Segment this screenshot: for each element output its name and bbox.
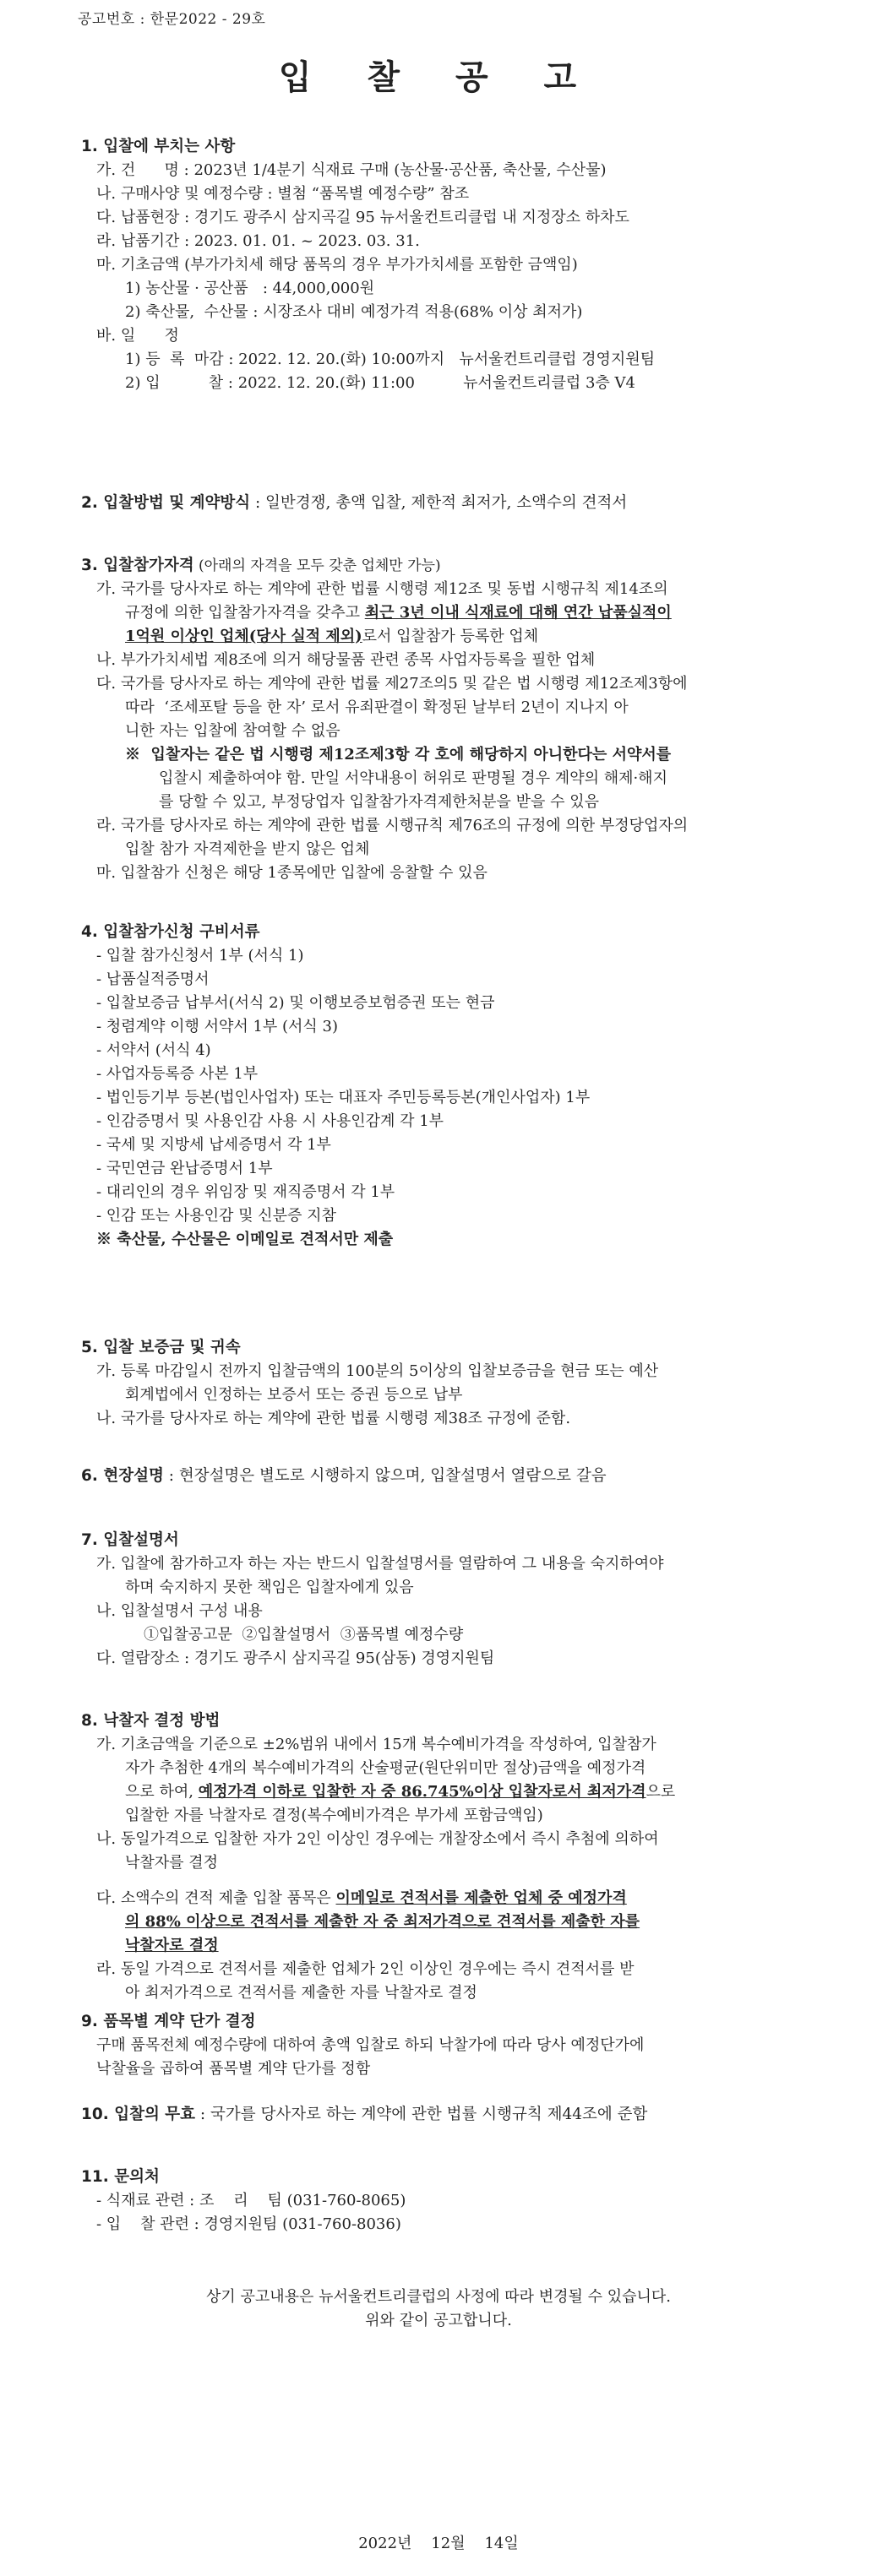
s7-item-ga-line1: 가. 입찰에 참가하고자 하는 자는 반드시 입찰설명서를 열람하여 그 내용을 숙지하여야 [96, 1555, 664, 1573]
section-10 [81, 2103, 808, 2127]
s7-item-na-contents: ①입찰공고문 ②입찰설명서 ③품목별 예정수량 [144, 1626, 464, 1644]
s8-da-text: 다. 소액수의 견적 제출 입찰 품목은 [96, 1889, 336, 1907]
s8-item-ga-line3 [81, 1780, 808, 1804]
s1-item-ra: 라. 납품기간 : 2023. 01. 01. ~ 2023. 03. 31. [96, 232, 420, 250]
section-8-heading: 8. 낙찰자 결정 방법 [81, 1712, 221, 1730]
section-2 [81, 492, 808, 515]
s8-item-na-line1: 나. 동일가격으로 입찰한 자가 2인 이상인 경우에는 개찰장소에서 즉시 추첨에 의하여 [96, 1830, 659, 1848]
s9-line1: 구매 품목전체 예정수량에 대하여 총액 입찰로 하되 낙찰가에 따라 당사 예정단가에 [96, 2036, 645, 2054]
list-item: - 입찰 참가신청서 1부 (서식 1) [96, 947, 304, 965]
list-item: - 입찰보증금 납부서(서식 2) 및 이행보증보험증권 또는 현금 [96, 994, 495, 1012]
s8-item-ga-line1: 가. 기초금액을 기준으로 ±2%범위 내에서 15개 복수예비가격을 작성하여, 입찰참가 [96, 1736, 656, 1753]
s3-ga-text: 규정에 의한 입찰참가자격을 갖추고 [125, 604, 365, 622]
list-item: - 국민연금 완납증명서 1부 [96, 1160, 273, 1177]
s3-item-ga-line2 [81, 601, 808, 625]
section-3 [81, 554, 808, 885]
list-item: - 인감 또는 사용인감 및 신분증 지참 [96, 1207, 336, 1225]
section-6-text: : 현장설명은 별도로 시행하지 않으며, 입찰설명서 열람으로 갈음 [163, 1467, 607, 1485]
section-2-title: 2. 입찰방법 및 계약방식 [81, 494, 251, 512]
section-2-heading [81, 492, 808, 515]
s3-note-line1: ※ 입찰자는 같은 법 시행령 제12조제3항 각 호에 해당하지 아니한다는 서약서를 [125, 746, 672, 764]
s1-item-ma-2: 2) 축산물, 수산물 : 시장조사 대비 예정가격 적용(68% 이상 최저가) [125, 303, 583, 321]
list-item: - 서약서 (서식 4) [96, 1041, 211, 1059]
closing-line1: 상기 공고내용은 뉴서울컨트리클럽의 사정에 따라 변경될 수 있습니다. [205, 2288, 672, 2306]
s1-item-na: 나. 구매사양 및 예정수량 : 별첨 “품목별 예정수량” 참조 [96, 185, 470, 203]
list-item: - 납품실적증명서 [96, 970, 210, 988]
s3-item-ma: 마. 입찰참가 신청은 해당 1종목에만 입찰에 응찰할 수 있음 [96, 864, 488, 882]
notice-date [0, 2532, 877, 2556]
section-5-heading: 5. 입찰 보증금 및 귀속 [81, 1339, 241, 1356]
s8-item-ra-line2: 아 최저가격으로 견적서를 제출한 자를 낙찰자로 결정 [125, 1984, 477, 2002]
s8-item-ga-line2: 자가 추첨한 4개의 복수예비가격의 산술평균(원단위미만 절상)금액을 예정가격 [125, 1759, 646, 1777]
s3-item-na: 나. 부가가치세법 제8조에 의거 해당물품 관련 종목 사업자등록을 필한 업체 [96, 651, 596, 669]
s1-item-ma-1: 1) 농산물 · 공산품 : 44,000,000원 [125, 280, 375, 297]
section-3-heading [81, 554, 808, 578]
s3-item-ra-line1: 라. 국가를 당사자로 하는 계약에 관한 법률 시행규칙 제76조의 규정에 의한 부정당업자의 [96, 817, 689, 834]
section-5 [81, 1336, 808, 1431]
s9-line2: 낙찰율을 곱하여 품목별 계약 단가를 정함 [96, 2060, 371, 2078]
s1-item-ma: 마. 기초금액 (부가가치세 해당 품목의 경우 부가가치세를 포함한 금액임) [96, 256, 578, 274]
s7-item-ga-line2: 하며 숙지하지 못한 책임은 입찰자에게 있음 [125, 1579, 414, 1596]
s1-item-ba-1: 1) 등 록 마감 : 2022. 12. 20.(화) 10:00까지 뉴서울컨트리클럽 경영지원팀 [125, 351, 656, 368]
s8-ga-emphasis: 예정가격 이하로 입찰한 자 중 86.745%이상 입찰자로서 최저가격 [198, 1783, 646, 1801]
s8-item-na-line2: 낙찰자를 결정 [125, 1854, 219, 1872]
page-title: 입 찰 공 고 [278, 58, 599, 97]
section-2-text: : 일반경쟁, 총액 입찰, 제한적 최저가, 소액수의 견적서 [250, 494, 628, 512]
list-item: - 사업자등록증 사본 1부 [96, 1065, 259, 1083]
list-item: - 인감증명서 및 사용인감 사용 시 사용인감계 각 1부 [96, 1112, 444, 1130]
list-item: - 청렴계약 이행 서약서 1부 (서식 3) [96, 1018, 339, 1035]
s5-item-na: 나. 국가를 당사자로 하는 계약에 관한 법률 시행령 제38조 규정에 준함. [96, 1410, 571, 1427]
section-8 [81, 1709, 808, 2005]
s8-item-ga-line4: 입찰한 자를 낙찰자로 결정(복수예비가격은 부가세 포함금액임) [125, 1807, 543, 1824]
s1-item-da: 다. 납품현장 : 경기도 광주시 삼지곡길 95 뉴서울컨트리클럽 내 지정장소 하차도 [96, 209, 629, 226]
s3-item-da-line3: 니한 자는 입찰에 참여할 수 없음 [125, 722, 340, 740]
notice-number: 공고번호 : 한문2022 - 29호 [78, 11, 266, 28]
s3-item-ga-line3 [81, 625, 808, 649]
s3-item-ra-line2: 입찰 참가 자격제한을 받지 않은 업체 [125, 840, 370, 858]
s3-note-line2: 입찰시 제출하여야 함. 만일 서약내용이 허위로 판명될 경우 계약의 해제·해지 [159, 769, 667, 787]
section-7 [81, 1529, 808, 1671]
s1-item-ba-2: 2) 입 찰 : 2022. 12. 20.(화) 11:00 뉴서울컨트리클럽 3층 V4 [125, 374, 636, 392]
section-10-heading [81, 2103, 808, 2127]
section-1-heading: 1. 입찰에 부치는 사항 [81, 138, 236, 155]
s5-item-ga-line1: 가. 등록 마감일시 전까지 입찰금액의 100분의 5이상의 입찰보증금을 현금 또는 예산 [96, 1362, 659, 1380]
contact-food: - 식재료 관련 : 조 리 팀 (031-760-8065) [96, 2192, 406, 2209]
list-item: - 국세 및 지방세 납세증명서 각 1부 [96, 1136, 331, 1154]
section-9 [81, 2010, 808, 2081]
contact-bid: - 입 찰 관련 : 경영지원팀 (031-760-8036) [96, 2215, 401, 2233]
s3-ga-emphasis: 최근 3년 이내 식재료에 대해 연간 납품실적이 [364, 604, 672, 622]
section-11 [81, 2166, 808, 2236]
list-item: - 법인등기부 등본(법인사업자) 또는 대표자 주민등록등본(개인사업자) 1부 [96, 1089, 591, 1106]
s3-item-da-line1: 다. 국가를 당사자로 하는 계약에 관한 법률 제27조의5 및 같은 법 시행령 제12조제3항에 [96, 675, 688, 693]
list-item: - 대리인의 경우 위임장 및 재직증명서 각 1부 [96, 1183, 395, 1201]
s8-da-emphasis: 이메일로 견적서를 제출한 업체 중 예정가격 [335, 1889, 627, 1907]
s3-ga-emphasis-2: 1억원 이상인 업체(당사 실적 제외) [125, 628, 362, 645]
s5-item-ga-line2: 회계법에서 인정하는 보증서 또는 증권 등으로 납부 [125, 1386, 463, 1404]
section-6-heading [81, 1465, 808, 1488]
section-10-text: : 국가를 당사자로 하는 계약에 관한 법률 시행규칙 제44조에 준함 [195, 2106, 648, 2123]
s1-item-ba: 바. 일 정 [96, 327, 179, 345]
s3-item-ga-line1: 가. 국가를 당사자로 하는 계약에 관한 법률 시행령 제12조 및 동법 시행규칙 제14조의 [96, 580, 668, 598]
s1-item-ga: 가. 건 명 : 2023년 1/4분기 식재료 구매 (농산물·공산품, 축산물, 수산물) [96, 161, 607, 179]
required-documents-list [81, 944, 808, 1228]
closing-statement [0, 2285, 877, 2333]
section-9-heading: 9. 품목별 계약 단가 결정 [81, 2013, 256, 2030]
s7-item-na: 나. 입찰설명서 구성 내용 [96, 1602, 263, 1620]
s3-ga-text-2: 로서 입찰참가 등록한 업체 [362, 628, 539, 645]
section-6 [81, 1465, 808, 1488]
section-4-heading: 4. 입찰참가신청 구비서류 [81, 923, 260, 941]
s7-item-da: 다. 열람장소 : 경기도 광주시 삼지곡길 95(삼동) 경영지원팀 [96, 1649, 495, 1667]
section-6-title: 6. 현장설명 [81, 1467, 164, 1485]
s8-item-ra-line1: 라. 동일 가격으로 견적서를 제출한 업체가 2인 이상인 경우에는 즉시 견적서를 받 [96, 1960, 635, 1978]
s4-note: ※ 축산물, 수산물은 이메일로 견적서만 제출 [96, 1231, 394, 1248]
s8-item-da-line3: 낙찰자로 결정 [125, 1937, 219, 1954]
section-1 [81, 135, 808, 395]
closing-line2: 위와 같이 공고합니다. [365, 2312, 512, 2329]
section-7-heading: 7. 입찰설명서 [81, 1531, 179, 1549]
s8-item-da-line1 [81, 1887, 808, 1910]
s3-item-da-line2: 따라 ‘조세포탈 등을 한 자’ 로서 유죄판결이 확정된 날부터 2년이 지나지 아 [125, 698, 629, 716]
section-11-heading: 11. 문의처 [81, 2168, 160, 2186]
s3-note-line3: 를 당할 수 있고, 부정당업자 입찰참가자격제한처분을 받을 수 있음 [159, 793, 599, 811]
s8-ga-text-2: 으로 [645, 1783, 676, 1801]
s8-item-da-line2: 의 88% 이상으로 견적서를 제출한 자 중 최저가격으로 견적서를 제출한 자를 [125, 1913, 640, 1931]
date-text: 2022년 12월 14일 [358, 2535, 519, 2552]
section-3-note: (아래의 자격을 모두 갖춘 업체만 가능) [193, 557, 441, 574]
section-4 [81, 921, 808, 1252]
s8-ga-text: 으로 하여, [125, 1783, 199, 1801]
section-3-title: 3. 입찰참가자격 [81, 557, 194, 574]
section-10-title: 10. 입찰의 무효 [81, 2106, 196, 2123]
